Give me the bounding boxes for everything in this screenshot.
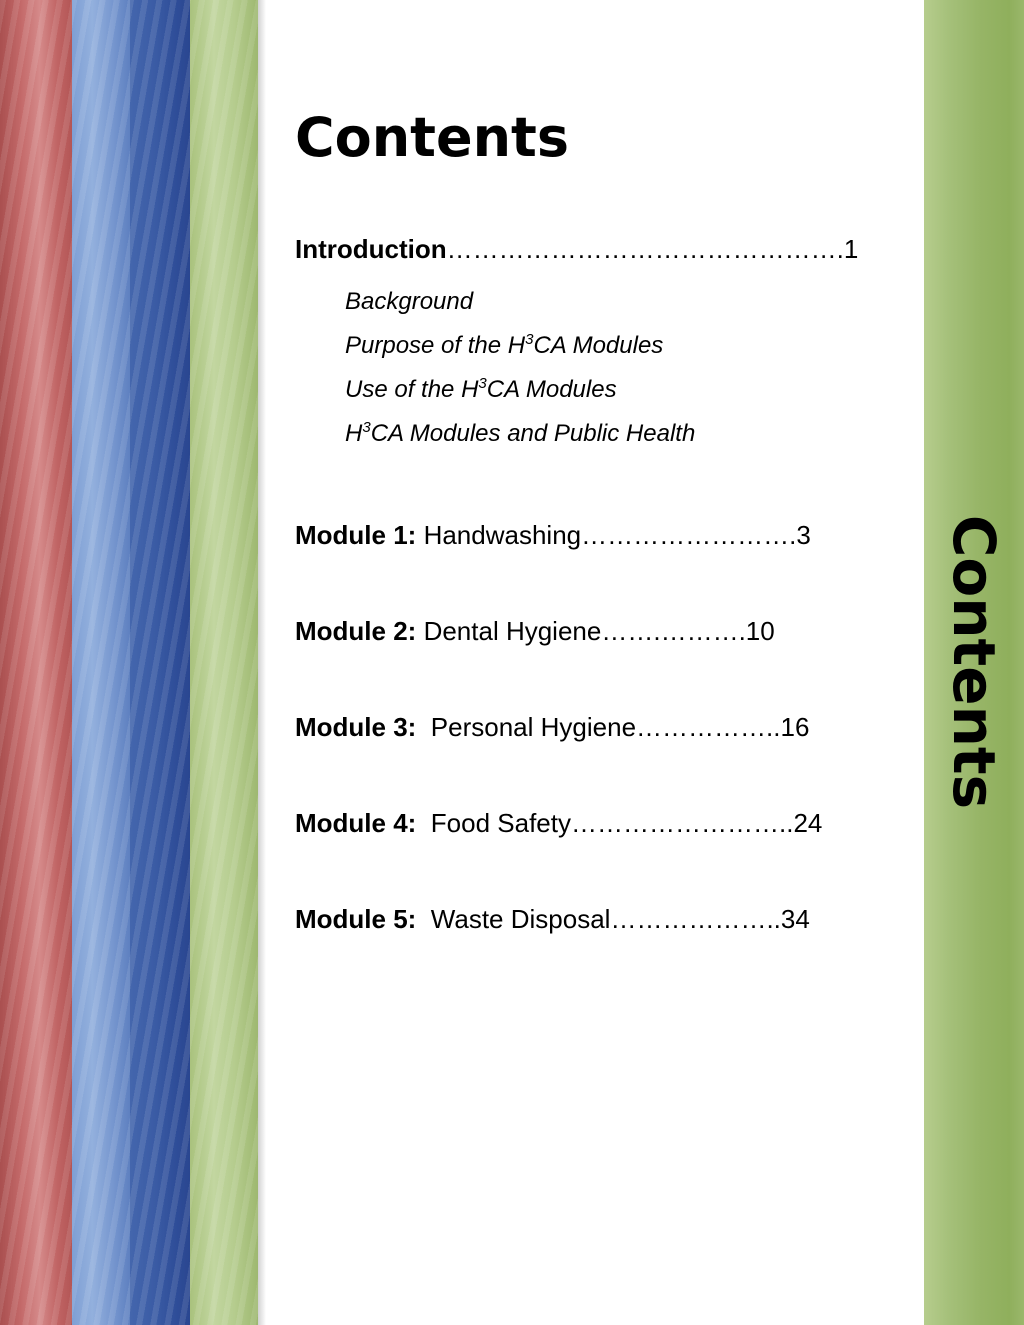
- subsection-text-end: CA Modules and Public Health: [370, 420, 696, 447]
- module-label: Module 3:: [295, 712, 417, 742]
- subsection-superscript: 3: [525, 331, 534, 348]
- side-bar-label: Contents: [940, 514, 1008, 810]
- decorative-stripe-dark-blue: [130, 0, 190, 1325]
- toc-subsection: [345, 324, 895, 368]
- toc-page-number: 16: [780, 712, 810, 742]
- module-label: Module 2:: [295, 616, 417, 646]
- subsection-text: H: [345, 420, 363, 447]
- toc-leader: ………………..: [610, 904, 781, 934]
- toc-leader: ……………..: [636, 712, 781, 742]
- toc-page-number: 34: [780, 904, 810, 934]
- toc-page-number: 24: [793, 808, 823, 838]
- decorative-stripe-green: [190, 0, 258, 1325]
- toc-entry-module-1: [295, 518, 895, 552]
- subsection-superscript: 3: [362, 419, 371, 436]
- toc-subsection: [345, 280, 895, 324]
- toc-entry-module-4: [295, 806, 895, 840]
- subsection-text: Use of the H: [345, 376, 479, 403]
- introduction-subsection-list: [345, 280, 895, 456]
- table-of-contents: [295, 100, 895, 936]
- module-label: Module 4:: [295, 808, 417, 838]
- module-label: Module 5:: [295, 904, 417, 934]
- module-name: Dental Hygiene: [416, 616, 602, 646]
- toc-entry-module-3: [295, 710, 895, 744]
- toc-leader: ……………………..: [571, 808, 794, 838]
- module-name: Food Safety: [416, 808, 571, 838]
- subsection-text: Background: [345, 288, 474, 315]
- module-name: Personal Hygiene: [416, 712, 637, 742]
- page-title: Contents: [295, 106, 570, 169]
- decorative-stripe-light-blue: [72, 0, 130, 1325]
- subsection-text-end: CA Modules: [486, 376, 617, 403]
- toc-subsection: [345, 368, 895, 412]
- toc-entry-module-5: [295, 902, 895, 936]
- toc-subsection: [345, 412, 895, 456]
- toc-leader: …………………….: [581, 520, 797, 550]
- module-name: Handwashing: [416, 520, 582, 550]
- toc-leader: ……………………………………….: [446, 234, 844, 264]
- toc-page-number: 1: [843, 234, 859, 264]
- toc-entry-label: Introduction: [295, 234, 447, 264]
- toc-entry-introduction: [295, 232, 895, 266]
- module-label: Module 1:: [295, 520, 417, 550]
- decorative-stripe-shadow: [258, 0, 266, 1325]
- toc-leader: …….……….: [601, 616, 746, 646]
- module-name: Waste Disposal: [416, 904, 611, 934]
- toc-entry-module-2: [295, 614, 895, 648]
- subsection-text-end: CA Modules: [533, 332, 664, 359]
- subsection-superscript: 3: [478, 375, 487, 392]
- toc-page-number: 3: [796, 520, 811, 550]
- decorative-stripe-red: [0, 0, 72, 1325]
- toc-page-number: 10: [745, 616, 775, 646]
- subsection-text: Purpose of the H: [345, 332, 526, 359]
